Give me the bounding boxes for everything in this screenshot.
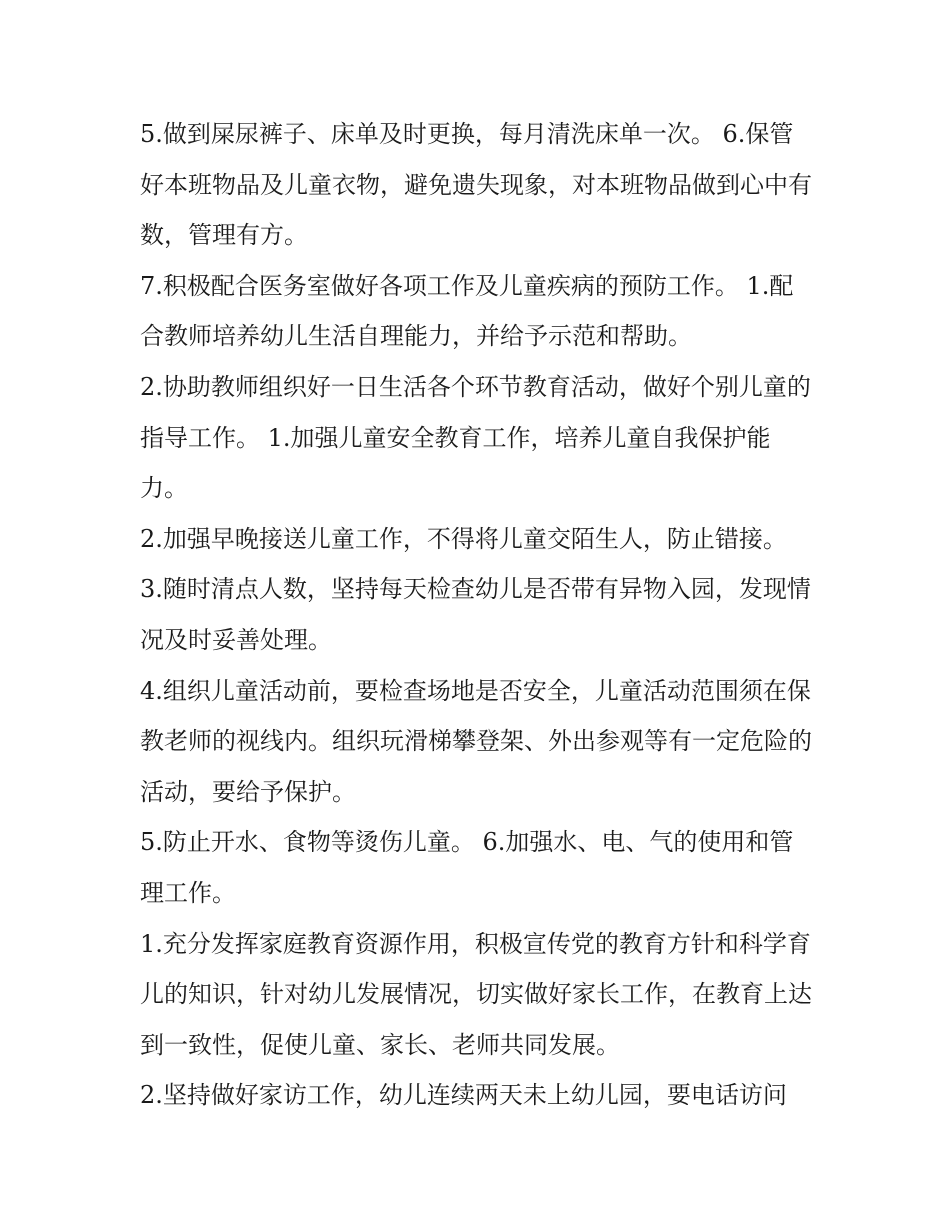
paragraph-4: 2.加强早晚接送儿童工作，不得将儿童交陌生人，防止错接。 — [140, 524, 787, 553]
document-body — [140, 109, 812, 1121]
paragraph-9: 2.坚持做好家访工作，幼儿连续两天未上幼儿园，要电话访问 — [140, 1081, 787, 1110]
paragraph-7: 5.防止开水、食物等烫伤儿童。 6.加强水、电、气的使用和管理工作。 — [140, 828, 794, 907]
paragraph-5: 3.随时清点人数，坚持每天检查幼儿是否带有异物入园，发现情况及时妥善处理。 — [140, 575, 811, 654]
paragraph-2: 7.积极配合医务室做好各项工作及儿童疾病的预防工作。 1.配合教师培养幼儿生活自理能力，并给予示范和帮助。 — [140, 271, 794, 351]
paragraph-3: 2.协助教师组织好一日生活各个环节教育活动，做好个别儿童的指导工作。 1.加强儿童安全教育工作，培养儿童自我保护能力。 — [140, 372, 811, 503]
paragraph-8: 1.充分发挥家庭教育资源作用，积极宣传党的教育方针和科学育儿的知识，针对幼儿发展情况，切实做好家长工作，在教育上达到一致性，促使儿童、家长、老师共同发展。 — [140, 929, 812, 1059]
paragraph-1: 5.做到屎尿裤子、床单及时更换，每月清洗床单一次。 6.保管好本班物品及儿童衣物，避免遗失现象，对本班物品做到心中有数，管理有方。 — [140, 120, 812, 250]
paragraph-6: 4.组织儿童活动前，要检查场地是否安全，儿童活动范围须在保教老师的视线内。组织玩滑梯攀登架、外出参观等有一定危险的活动，要给予保护。 — [140, 676, 812, 806]
